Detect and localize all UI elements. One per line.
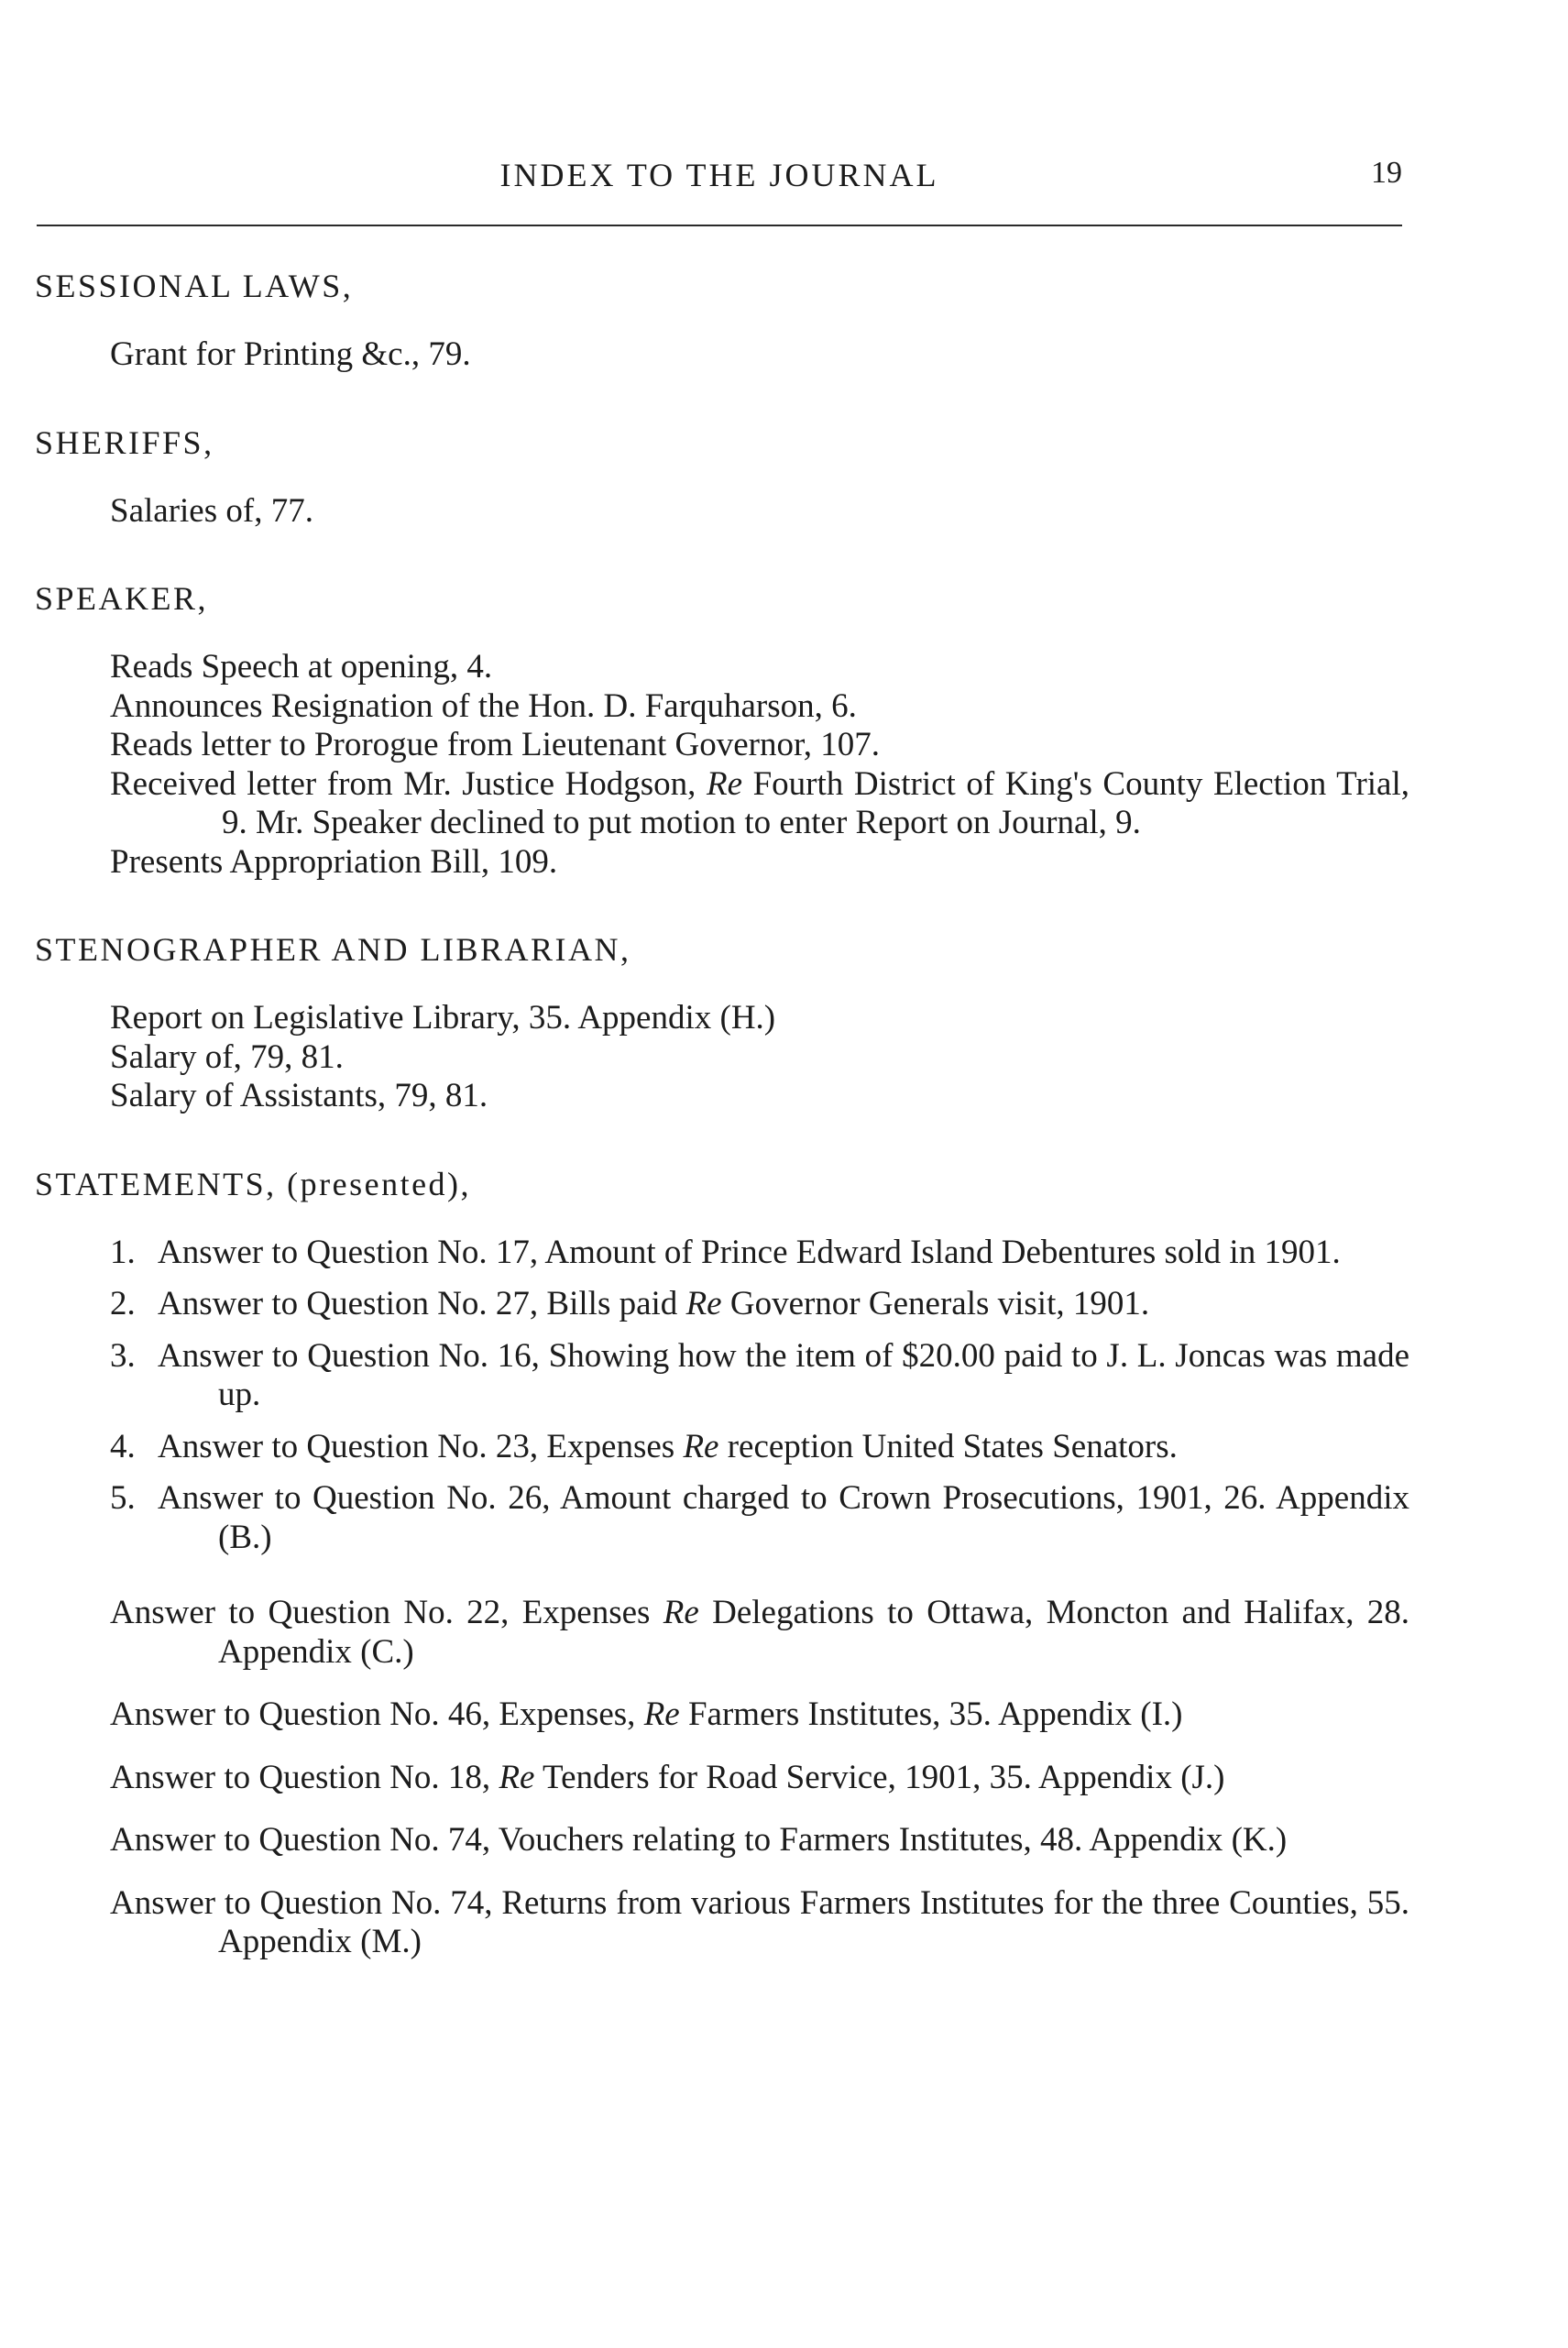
numbered-statement — [110, 1234, 1409, 1273]
numbered-statement — [110, 1479, 1409, 1557]
statement-number: 1. — [110, 1233, 136, 1271]
re-abbreviation: Re — [685, 1285, 722, 1322]
section-heading: STENOGRAPHER AND LIBRARIAN, — [35, 931, 631, 968]
header-rule — [37, 225, 1402, 226]
page-number: 19 — [1371, 156, 1402, 190]
index-content — [35, 266, 1409, 1962]
re-abbreviation: Re — [707, 764, 743, 803]
section-heading: STATEMENTS, (presented), — [35, 1165, 472, 1202]
statement-number: 4. — [110, 1427, 136, 1465]
statement-text: Answer to Question No. 27, Bills paid Re Governor Generals visit, 1901. — [158, 1285, 1150, 1322]
index-section-sessional-laws — [35, 266, 1409, 375]
statement-text: Answer to Question No. 16, Showing how the item of $20.00 paid to J. L. Joncas was made up. — [158, 1336, 1409, 1413]
index-entry: Received letter from Mr. Justice Hodgson, Re Fourth District of King's County Election Trial, 9. Mr. Speaker declined to put motion to enter Report on Journal, 9. — [110, 764, 1409, 841]
statement-number: 3. — [110, 1336, 136, 1375]
section-heading: SHERIFFS, — [35, 423, 214, 461]
section-entries — [35, 648, 1409, 882]
index-entry: Announces Resignation of the Hon. D. Farquharson, 6. — [110, 686, 857, 725]
statement-text: Answer to Question No. 17, Amount of Prince Edward Island Debentures sold in 1901. — [158, 1233, 1341, 1271]
re-abbreviation: Re — [643, 1695, 680, 1733]
statement-entry: Answer to Question No. 22, Expenses Re Delegations to Ottawa, Moncton and Halifax, 28. Appendix (C.) — [110, 1594, 1409, 1671]
index-section-sheriffs — [35, 422, 1409, 532]
statement-number: 2. — [110, 1285, 136, 1322]
section-entries — [35, 999, 1409, 1116]
index-entry: Grant for Printing &c., 79. — [110, 335, 471, 373]
statement-text: Answer to Question No. 26, Amount charged to Crown Prosecutions, 1901, 26. Appendix (B.) — [158, 1479, 1409, 1556]
index-entry: Reads letter to Prorogue from Lieutenant Governor, 107. — [110, 726, 881, 763]
statement-entry: Answer to Question No. 74, Returns from various Farmers Institutes for the three Counties, 55. Appendix (M.) — [110, 1883, 1409, 1960]
statement-entry: Answer to Question No. 46, Expenses, Re Farmers Institutes, 35. Appendix (I.) — [110, 1695, 1183, 1733]
numbered-statement — [110, 1428, 1409, 1467]
section-heading: SPEAKER, — [35, 580, 209, 617]
index-entry: Salary of, 79, 81. — [110, 1037, 344, 1076]
statement-number: 5. — [110, 1479, 136, 1517]
index-section-statements — [35, 1164, 1409, 1962]
index-entry: Presents Appropriation Bill, 109. — [110, 842, 558, 881]
section-heading: SESSIONAL LAWS, — [35, 268, 354, 304]
index-entry: Salary of Assistants, 79, 81. — [110, 1077, 488, 1114]
statement-entry: Answer to Question No. 74, Vouchers relating to Farmers Institutes, 48. Appendix (K.) — [110, 1821, 1288, 1859]
numbered-statement — [110, 1285, 1409, 1324]
section-entries — [35, 335, 1409, 375]
re-abbreviation: Re — [663, 1594, 699, 1631]
index-entry: Reads Speech at opening, 4. — [110, 648, 493, 686]
numbered-statement — [110, 1337, 1409, 1415]
index-section-stenographer-librarian — [35, 929, 1409, 1116]
index-entry: Report on Legislative Library, 35. Appendix (H.) — [110, 999, 776, 1037]
running-title: INDEX TO THE JOURNAL — [499, 157, 939, 193]
index-section-speaker — [35, 578, 1409, 882]
section-entries — [35, 492, 1409, 532]
re-abbreviation: Re — [683, 1427, 719, 1465]
index-entry: Salaries of, 77. — [110, 491, 313, 530]
re-abbreviation: Re — [499, 1758, 535, 1796]
running-head — [37, 156, 1402, 211]
statement-entry: Answer to Question No. 18, Re Tenders for Road Service, 1901, 35. Appendix (J.) — [110, 1758, 1225, 1796]
statement-text: Answer to Question No. 23, Expenses Re reception United States Senators. — [158, 1427, 1178, 1465]
